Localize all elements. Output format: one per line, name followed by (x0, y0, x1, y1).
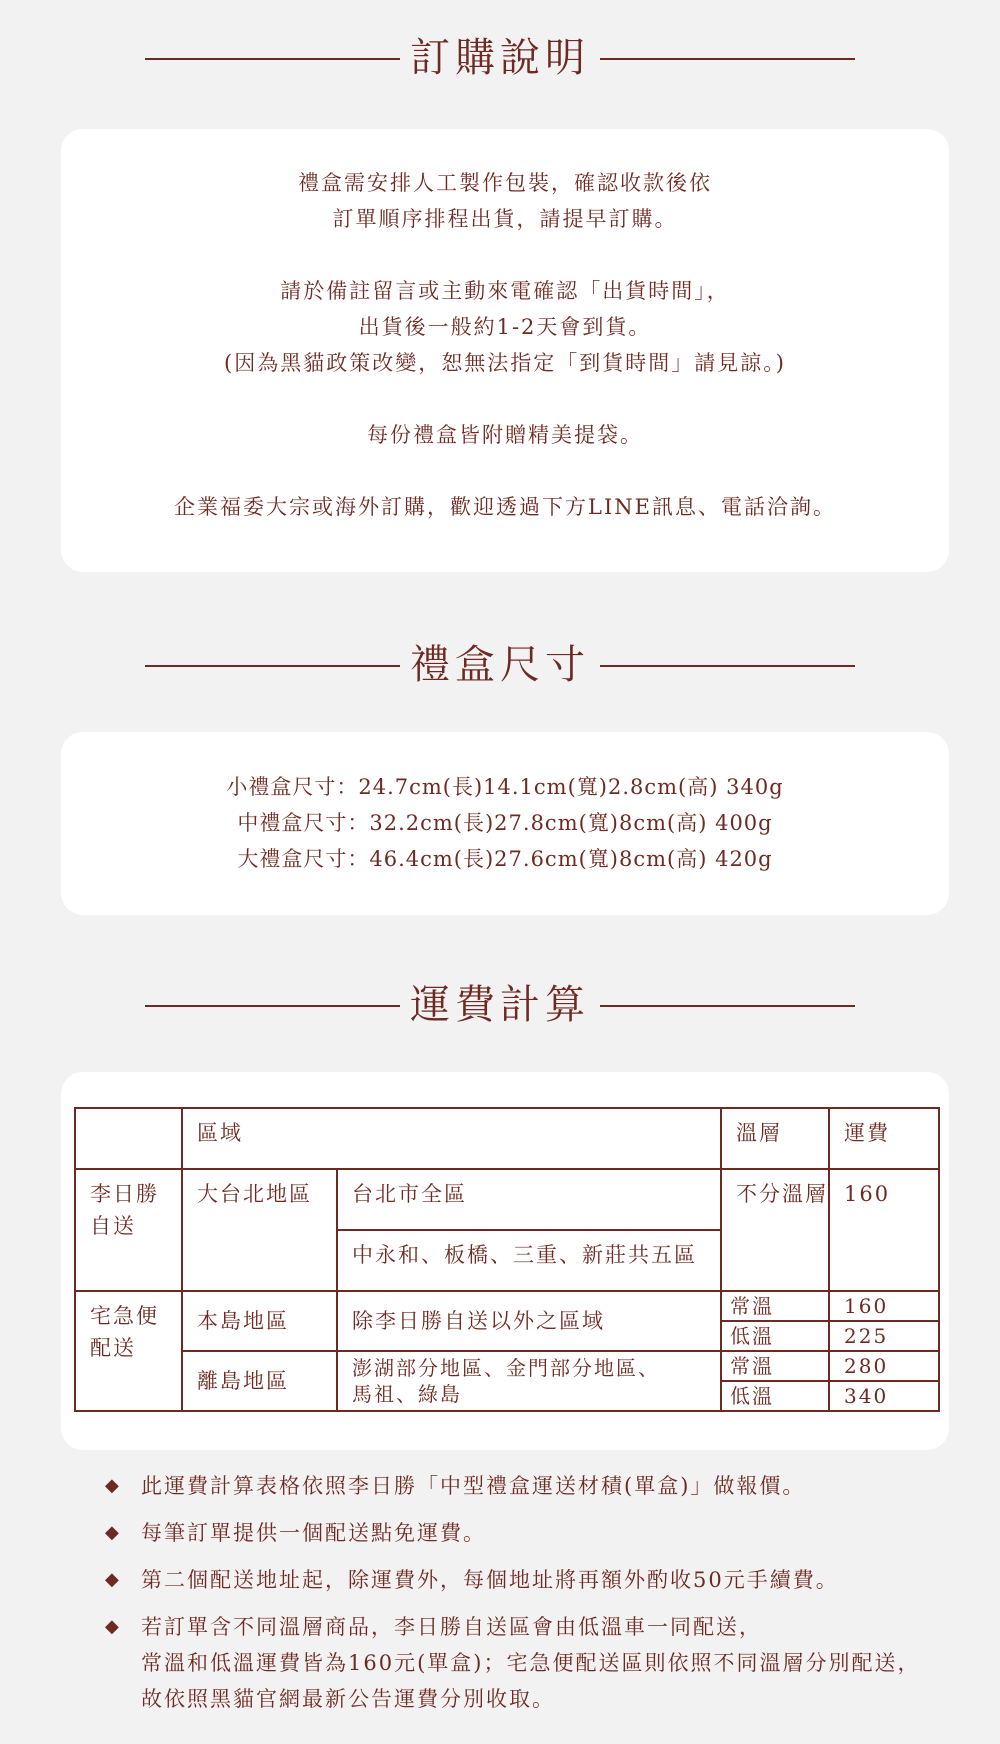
fee-main-cold: 225 (829, 1321, 939, 1351)
area-main-island: 本島地區 (182, 1291, 337, 1351)
sub-area-main-island: 除李日勝自送以外之區域 (337, 1291, 721, 1351)
header-rule-right (600, 58, 855, 60)
sizes-title: 禮盒尺寸 (410, 642, 590, 688)
header-fee: 運費 (829, 1108, 939, 1169)
table-header-row (75, 1108, 939, 1169)
shipping-notes (105, 1468, 965, 1728)
table-row (75, 1351, 939, 1381)
note-item: ◆ 此運費計算表格依照李日勝「中型禮盒運送材積(單盒)」做報價。 (105, 1468, 965, 1504)
shipping-card (61, 1072, 949, 1450)
ordering-paragraph: 請於備註留言或主動來電確認「出貨時間」， 出貨後一般約1-2天會到貨。 (因為黑貓政策改變，恕無法指定「到貨時間」請見諒。) (224, 279, 786, 375)
size-line-small: 小禮盒尺寸：24.7cm(長)14.1cm(寬)2.8cm(高) 340g (226, 775, 784, 799)
header-region: 區域 (182, 1108, 721, 1169)
note-item: ◆ 每筆訂單提供一個配送點免運費。 (105, 1515, 965, 1551)
header-rule-left (145, 58, 400, 60)
note-item: ◆ 若訂單含不同溫層商品，李日勝自送區會由低溫車一同配送， 常溫和低溫運費皆為160元(單盒)；宅急便配送區則依照不同溫層分別配送， 故依照黑貓官網最新公告運費分別收取。 (105, 1609, 965, 1717)
size-line-large: 大禮盒尺寸：46.4cm(長)27.6cm(寬)8cm(高) 420g (237, 847, 773, 871)
fee-island-normal: 280 (829, 1351, 939, 1381)
temp-any: 不分溫層 (721, 1169, 829, 1291)
header-rule-left (145, 665, 400, 667)
temp-cold: 低溫 (721, 1381, 829, 1411)
fee-self: 160 (829, 1169, 939, 1291)
area-outlying-islands: 離島地區 (182, 1351, 337, 1411)
temp-normal: 常溫 (721, 1291, 829, 1321)
sub-area-outlying-islands: 澎湖部分地區、金門部分地區、馬祖、綠島 (337, 1351, 721, 1411)
ordering-header (0, 28, 1000, 88)
fee-main-normal: 160 (829, 1291, 939, 1321)
sub-area-new-taipei: 中永和、板橋、三重、新莊共五區 (337, 1230, 721, 1291)
area-taipei: 大台北地區 (182, 1169, 337, 1291)
temp-cold: 低溫 (721, 1321, 829, 1351)
table-row (75, 1291, 939, 1321)
diamond-bullet-icon: ◆ (105, 1475, 121, 1496)
method-self: 李日勝自送 (75, 1169, 182, 1291)
temp-normal: 常溫 (721, 1351, 829, 1381)
sizes-card (61, 732, 949, 915)
shipping-table (74, 1107, 940, 1412)
header-rule-left (145, 1005, 400, 1007)
header-rule-right (600, 1005, 855, 1007)
shipping-header (0, 975, 1000, 1035)
header-empty-cell (75, 1108, 182, 1169)
diamond-bullet-icon: ◆ (105, 1569, 121, 1590)
method-courier: 宅急便配送 (75, 1291, 182, 1411)
ordering-paragraph: 每份禮盒皆附贈精美提袋。 (367, 423, 643, 447)
header-temp: 溫層 (721, 1108, 829, 1169)
sub-area-taipei-city: 台北市全區 (337, 1169, 721, 1230)
diamond-bullet-icon: ◆ (105, 1522, 121, 1543)
table-row (75, 1169, 939, 1230)
shipping-title: 運費計算 (410, 982, 590, 1028)
header-rule-right (600, 665, 855, 667)
fee-island-cold: 340 (829, 1381, 939, 1411)
diamond-bullet-icon: ◆ (105, 1616, 121, 1637)
size-line-medium: 中禮盒尺寸：32.2cm(長)27.8cm(寬)8cm(高) 400g (237, 811, 773, 835)
ordering-paragraph: 企業福委大宗或海外訂購，歡迎透過下方LINE訊息、電話洽詢。 (174, 495, 836, 519)
note-item: ◆ 第二個配送地址起，除運費外，每個地址將再額外酌收50元手續費。 (105, 1562, 965, 1598)
sizes-header (0, 635, 1000, 695)
ordering-paragraph: 禮盒需安排人工製作包裝，確認收款後依 訂單順序排程出貨，請提早訂購。 (298, 171, 712, 231)
ordering-card (61, 129, 949, 572)
ordering-title: 訂購說明 (410, 35, 590, 81)
